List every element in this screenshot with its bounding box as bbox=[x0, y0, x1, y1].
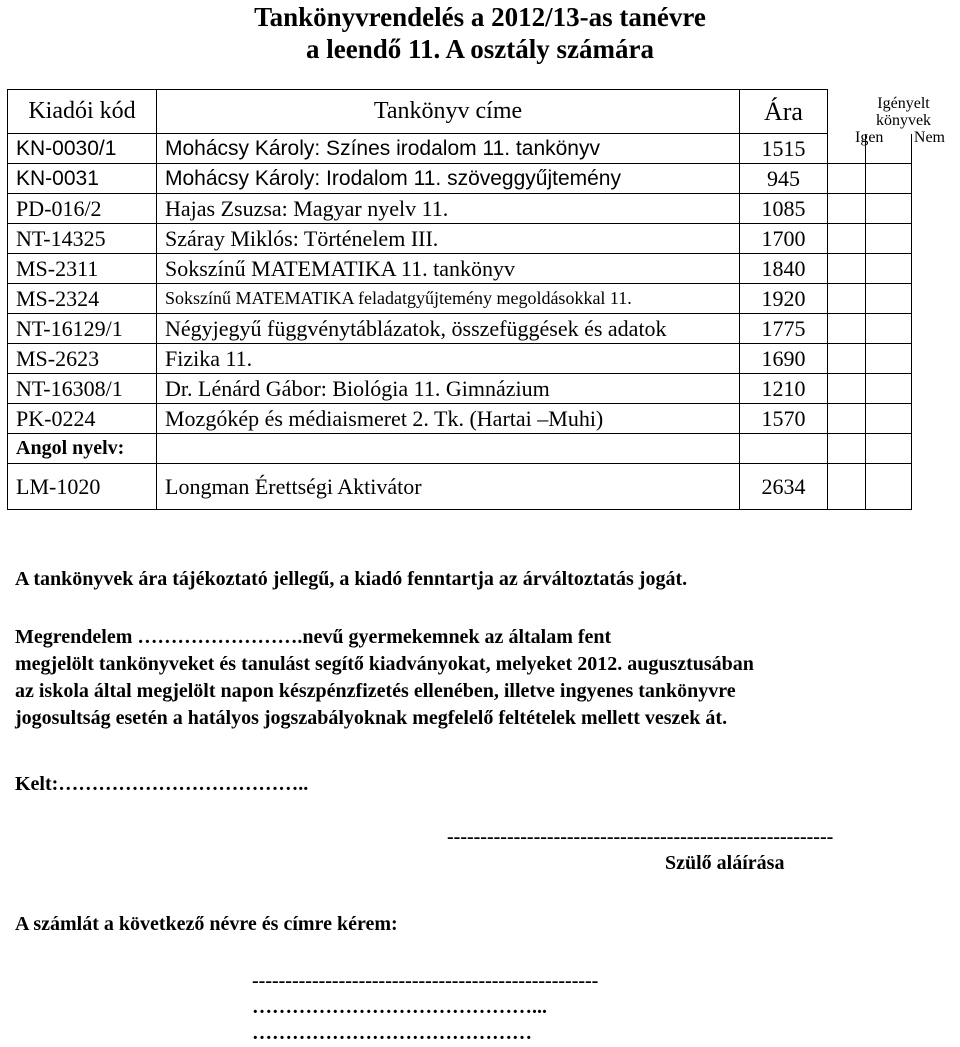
yes-column-label: Igen bbox=[855, 129, 884, 146]
no-checkbox-cell[interactable] bbox=[866, 314, 912, 344]
book-title: Hajas Zsuzsa: Magyar nyelv 11. bbox=[157, 194, 740, 224]
book-price: 1920 bbox=[740, 284, 828, 314]
invoice-line-1[interactable]: ---------------------------------------------------- bbox=[252, 970, 599, 992]
no-checkbox-cell[interactable] bbox=[866, 164, 912, 194]
book-title: Fizika 11. bbox=[157, 344, 740, 374]
page-title-line1: Tankönyvrendelés a 2012/13-as tanévre bbox=[254, 2, 706, 32]
book-order-table bbox=[7, 89, 912, 510]
books-label: könyvek bbox=[875, 112, 932, 129]
yes-checkbox-cell[interactable] bbox=[828, 194, 866, 224]
table-row bbox=[8, 194, 912, 224]
table-row bbox=[8, 224, 912, 254]
book-price: 1840 bbox=[740, 254, 828, 284]
no-checkbox-cell[interactable] bbox=[866, 194, 912, 224]
no-checkbox-cell[interactable] bbox=[866, 284, 912, 314]
book-code: PK-0224 bbox=[8, 404, 157, 434]
book-price: 2634 bbox=[740, 464, 828, 510]
yes-checkbox-cell[interactable] bbox=[828, 224, 866, 254]
price-notice: A tankönyvek ára tájékoztató jellegű, a kiadó fenntartja az árváltoztatás jogát. bbox=[15, 568, 688, 590]
book-price: 1700 bbox=[740, 224, 828, 254]
order-line-4: jogosultság esetén a hatályos jogszabályoknak megfelelő feltételek mellett veszek át. bbox=[15, 707, 728, 729]
header-title: Tankönyv címe bbox=[157, 90, 740, 134]
date-field[interactable]: Kelt:……………………………….. bbox=[15, 773, 309, 795]
signature-line: ---------------------------------------------------------- bbox=[447, 826, 834, 848]
table-header-row bbox=[8, 90, 912, 134]
book-code: NT-16129/1 bbox=[8, 314, 157, 344]
no-checkbox-cell[interactable] bbox=[866, 464, 912, 510]
yes-checkbox-cell[interactable] bbox=[828, 314, 866, 344]
book-title: Longman Érettségi Aktivátor bbox=[157, 464, 740, 510]
order-line-2: megjelölt tankönyveket és tanulást segítő kiadványokat, melyeket 2012. augusztusában bbox=[15, 653, 754, 675]
book-price: 1085 bbox=[740, 194, 828, 224]
book-title: Száray Miklós: Történelem III. bbox=[157, 224, 740, 254]
empty-cell bbox=[157, 434, 740, 464]
yes-checkbox-cell[interactable] bbox=[828, 284, 866, 314]
book-code: MS-2324 bbox=[8, 284, 157, 314]
no-checkbox-cell[interactable] bbox=[866, 344, 912, 374]
book-title: Dr. Lénárd Gábor: Biológia 11. Gimnázium bbox=[157, 374, 740, 404]
order-line-3: az iskola által megjelölt napon készpénzfizetés ellenében, illetve ingyenes tankönyvre bbox=[15, 680, 736, 702]
page-title-line2: a leendő 11. A osztály számára bbox=[306, 34, 654, 64]
book-title: Sokszínű MATEMATIKA 11. tankönyv bbox=[157, 254, 740, 284]
header-price: Ára bbox=[740, 90, 828, 134]
no-checkbox-cell[interactable] bbox=[866, 254, 912, 284]
table-row bbox=[8, 254, 912, 284]
header-spacer bbox=[866, 90, 912, 134]
header-code: Kiadói kód bbox=[8, 90, 157, 134]
book-title: Sokszínű MATEMATIKA feladatgyűjtemény megoldásokkal 11. bbox=[157, 284, 740, 314]
yes-checkbox-cell[interactable] bbox=[828, 434, 866, 464]
book-code: MS-2311 bbox=[8, 254, 157, 284]
yes-checkbox-cell[interactable] bbox=[828, 134, 866, 164]
requested-label: Igényelt bbox=[877, 95, 930, 112]
signature-label: Szülő aláírása bbox=[665, 852, 785, 874]
order-line-1: Megrendelem …………………….nevű gyermekemnek az általam fent bbox=[15, 626, 612, 648]
no-column-label: Nem bbox=[913, 129, 945, 146]
table-row bbox=[8, 134, 912, 164]
yes-checkbox-cell[interactable] bbox=[828, 374, 866, 404]
table-row bbox=[8, 284, 912, 314]
book-price: 945 bbox=[740, 164, 828, 194]
yes-checkbox-cell[interactable] bbox=[828, 404, 866, 434]
book-price: 1515 bbox=[740, 134, 828, 164]
table-row bbox=[8, 464, 912, 510]
yes-checkbox-cell[interactable] bbox=[828, 164, 866, 194]
book-code: LM-1020 bbox=[8, 464, 157, 510]
book-price: 1210 bbox=[740, 374, 828, 404]
english-section-label: Angol nyelv: bbox=[8, 434, 157, 464]
book-price: 1570 bbox=[740, 404, 828, 434]
no-checkbox-cell[interactable] bbox=[866, 374, 912, 404]
table-row bbox=[8, 344, 912, 374]
book-code: NT-16308/1 bbox=[8, 374, 157, 404]
book-title: Mozgókép és médiaismeret 2. Tk. (Hartai –Muhi) bbox=[157, 404, 740, 434]
book-code: MS-2623 bbox=[8, 344, 157, 374]
invoice-line-2[interactable]: ……………………………………... bbox=[252, 996, 547, 1018]
yes-checkbox-cell[interactable] bbox=[828, 464, 866, 510]
no-checkbox-cell[interactable] bbox=[866, 224, 912, 254]
book-code: NT-14325 bbox=[8, 224, 157, 254]
book-title: Négyjegyű függvénytáblázatok, összefüggések és adatok bbox=[157, 314, 740, 344]
header-spacer bbox=[828, 90, 866, 134]
table-row bbox=[8, 164, 912, 194]
yes-checkbox-cell[interactable] bbox=[828, 254, 866, 284]
invoice-label: A számlát a következő névre és címre kérem: bbox=[15, 913, 398, 935]
invoice-line-3[interactable]: …………………………………… bbox=[252, 1022, 532, 1044]
table-row-section bbox=[8, 434, 912, 464]
table-row bbox=[8, 404, 912, 434]
book-price: 1690 bbox=[740, 344, 828, 374]
book-code: PD-016/2 bbox=[8, 194, 157, 224]
book-title: Mohácsy Károly: Irodalom 11. szöveggyűjtemény bbox=[157, 164, 740, 194]
no-checkbox-cell[interactable] bbox=[866, 134, 912, 164]
no-checkbox-cell[interactable] bbox=[866, 404, 912, 434]
book-code: KN-0031 bbox=[8, 164, 157, 194]
table-row bbox=[8, 374, 912, 404]
empty-cell bbox=[740, 434, 828, 464]
table-row bbox=[8, 314, 912, 344]
book-price: 1775 bbox=[740, 314, 828, 344]
no-checkbox-cell[interactable] bbox=[866, 434, 912, 464]
book-code: KN-0030/1 bbox=[8, 134, 157, 164]
yes-checkbox-cell[interactable] bbox=[828, 344, 866, 374]
book-title: Mohácsy Károly: Színes irodalom 11. tankönyv bbox=[157, 134, 740, 164]
